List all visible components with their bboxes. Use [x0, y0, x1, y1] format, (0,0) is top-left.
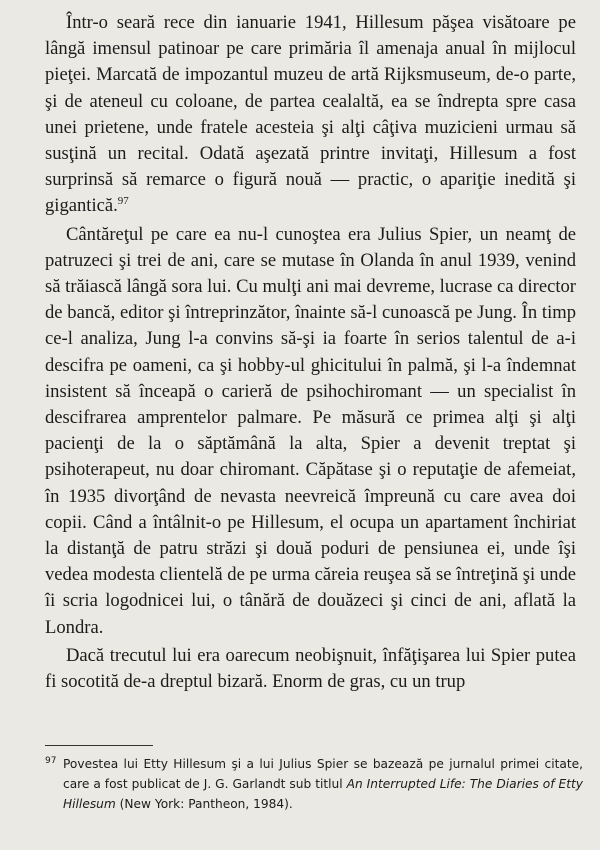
footnote-text-after: (New York: Pantheon, 1984). — [115, 797, 293, 811]
footnote-text-before: Povestea lui Etty Hillesum şi a lui Julius Spier se bazează pe jurnalul primei citate, care a fost publicat de J. G. Garlandt sub titlul — [63, 757, 583, 791]
paragraph-1 — [45, 10, 576, 220]
body-text — [45, 10, 576, 695]
paragraph-3-text: Dacă trecutul lui era oarecum neobişnuit, înfăţişarea lui Spier putea fi socotită de-a dreptul bizară. Enorm de gras, cu un trup — [45, 644, 576, 693]
paragraph-1-text: Într-o seară rece din ianuarie 1941, Hillesum păşea visătoare pe lângă imensul patinoar pe care primăria îl amenaja anual în mijlocul pieţei. Marcată de impozantul muzeu de artă Rijksmuseum, de-o parte, şi de ateneul cu coloane, de partea cealaltă, ea se îndrepta spre casa unei prietene, unde fratele acesteia şi alţi câţiva muzicieni urmau să susţină un recital. Odată aşezată printre invitaţi, Hillesum a fost surprinsă să remarce o figură nouă — practic, o apariţie inedită şi gigantică. — [45, 12, 576, 217]
footnote-divider — [45, 745, 153, 746]
paragraph-2 — [45, 222, 576, 641]
footnote-reference[interactable]: 97 — [117, 195, 129, 208]
paragraph-2-text: Cântăreţul pe care ea nu-l cunoştea era Julius Spier, un neamţ de patruzeci şi trei de ani, care se mutase în Olanda în anul 1939, venind să trăiască lângă sora lui. Cu mulţi ani mai devreme, lucrase ca director de bancă, editor şi întreprinzător, înainte să-l cunoască pe Jung. În timp ce-l analiza, Jung l-a convins să-şi ia foarte în serios talentul de a-i descifra pe oameni, ca şi hobby-ul ghicitului în palmă, şi l-a îndemnat insistent să înceapă o carieră de psihochiromant — un specialist în descifrarea amprentelor palmare. Pe măsură ce primea alţi şi alţi pacienţi de la o săptămână la alta, Spier a devenit treptat şi psihoterapeut, nu doar chiromant. Căpătase şi o reputaţie de afemeiat, în 1935 divorţând de nevasta neevreică împreună cu care avea doi copii. Când a întâlnit-o pe Hillesum, el ocupa un apartament închiriat la distanţă de patru străzi şi două poduri de pensiunea ei, unde îşi vedea modesta clientelă de pe urma căreia reuşea să se întreţină şi unde îi scria logodnicei lui, o tânără de douăzeci şi cinci de ani, aflată la Londra. — [45, 223, 576, 638]
footnote-number: 97 — [45, 756, 57, 766]
footnote — [45, 754, 583, 814]
footnote-book-title: An Interrupted Life: The Diaries of Etty Hillesum — [63, 777, 583, 811]
footnote-text — [63, 754, 583, 814]
paragraph-3 — [45, 643, 576, 695]
